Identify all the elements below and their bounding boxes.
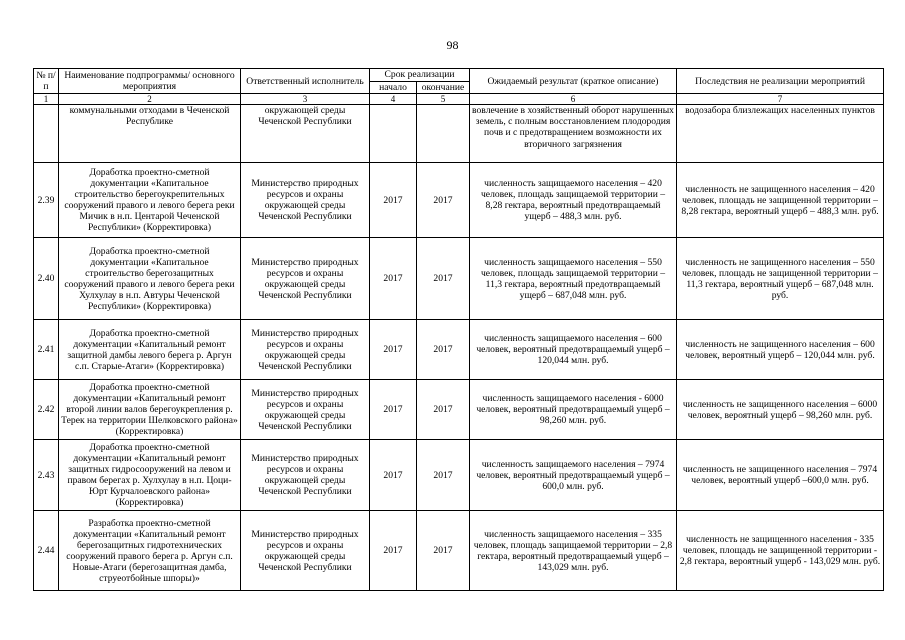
table-row	[34, 320, 884, 380]
table-row	[34, 440, 884, 511]
table-row	[34, 380, 884, 440]
header-result: Ожидаемый результат (краткое описание)	[470, 69, 677, 94]
row-executor: Министерство природных ресурсов и охраны окружающей среды Чеченской Республики	[241, 238, 370, 320]
row-start: 2017	[370, 440, 417, 511]
column-number: 7	[677, 94, 884, 105]
row-num: 2.41	[34, 320, 59, 380]
header-start: начало	[370, 81, 417, 94]
row-end: 2017	[417, 320, 470, 380]
table-row	[34, 511, 884, 591]
row-name: Доработка проектно-сметной документации «Капитальное строительство берегоукрепительных сооружений правого и левого берега реки Мичик в н.п. Центарой Чеченской Республики» (Корректировка)	[59, 163, 241, 238]
row-num	[34, 105, 59, 163]
row-end: 2017	[417, 238, 470, 320]
header-name: Наименование подпрограммы/ основного мероприятия	[59, 69, 241, 94]
row-start	[370, 105, 417, 163]
column-number: 6	[470, 94, 677, 105]
column-number-row	[34, 94, 884, 105]
row-result: численность защищаемого населения – 600 человек, вероятный предотвращаемый ущерб – 120,044 млн. руб.	[470, 320, 677, 380]
row-num: 2.44	[34, 511, 59, 591]
table-row	[34, 163, 884, 238]
row-name: Доработка проектно-сметной документации «Капитальный ремонт защитной дамбы левого берега р. Аргун с.п. Старые-Атаги» (Корректировка)	[59, 320, 241, 380]
row-name: Доработка проектно-сметной документации «Капитальный ремонт второй линии валов берегоукрепления р. Терек на территории Шелковского района» (Корректировка)	[59, 380, 241, 440]
row-num: 2.39	[34, 163, 59, 238]
header-executor: Ответственный исполнитель	[241, 69, 370, 94]
row-result: численность защищаемого населения – 7974 человек, вероятный предотвращаемый ущерб –600,0 млн. руб.	[470, 440, 677, 511]
row-executor: окружающей среды Чеченской Республики	[241, 105, 370, 163]
row-end: 2017	[417, 163, 470, 238]
row-name: коммунальными отходами в Чеченской Республике	[59, 105, 241, 163]
row-executor: Министерство природных ресурсов и охраны окружающей среды Чеченской Республики	[241, 163, 370, 238]
row-consequence: численность не защищенного населения - 335 человек, площадь не защищенной территории - 2,8 гектара, вероятный ущерб - 143,029 млн. руб.	[677, 511, 884, 591]
row-executor: Министерство природных ресурсов и охраны окружающей среды Чеченской Республики	[241, 320, 370, 380]
header-consequence: Последствия не реализации мероприятий	[677, 69, 884, 94]
row-start: 2017	[370, 320, 417, 380]
row-start: 2017	[370, 163, 417, 238]
row-result: численность защищаемого населения – 335 человек, площадь защищаемой территории – 2,8 гектара, вероятный предотвращаемый ущерб – 143,029 млн. руб.	[470, 511, 677, 591]
row-start: 2017	[370, 511, 417, 591]
row-name: Доработка проектно-сметной документации «Капитальный ремонт защитных гидросооружений на левом и правом берегах р. Хулхулау в н.п. Цоци-Юрт Курчалоевского района» (Корректировка)	[59, 440, 241, 511]
column-number: 3	[241, 94, 370, 105]
row-executor: Министерство природных ресурсов и охраны окружающей среды Чеченской Республики	[241, 440, 370, 511]
column-number: 4	[370, 94, 417, 105]
row-consequence: численность не защищенного населения – 420 человек, площадь не защищенной территории – 8,28 гектара, вероятный ущерб – 488,3 млн. руб.	[677, 163, 884, 238]
row-end: 2017	[417, 380, 470, 440]
column-number: 1	[34, 94, 59, 105]
row-start: 2017	[370, 238, 417, 320]
row-name: Разработка проектно-сметной документации «Капитальный ремонт берегозащитных гидротехнических сооружений правого берега р. Аргун с.п. Новые-Атаги (берегозащитная дамба, струеотбойные шпоры)»	[59, 511, 241, 591]
header-num: № п/п	[34, 69, 59, 94]
header-period: Срок реализации	[370, 69, 470, 82]
row-result: вовлечение в хозяйственный оборот нарушенных земель, с полным восстановлением плодородия почв и с предотвращением возможности их вторичного загрязнения	[470, 105, 677, 163]
header-end: окончание	[417, 81, 470, 94]
row-consequence: водозабора близлежащих населенных пунктов	[677, 105, 884, 163]
row-consequence: численность не защищенного населения – 7974 человек, вероятный ущерб –600,0 млн. руб.	[677, 440, 884, 511]
row-executor: Министерство природных ресурсов и охраны окружающей среды Чеченской Республики	[241, 380, 370, 440]
row-result: численность защищаемого населения – 550 человек, площадь защищаемой территории – 11,3 гектара, вероятный предотвращаемый ущерб – 687,048 млн. руб.	[470, 238, 677, 320]
column-number: 2	[59, 94, 241, 105]
row-start: 2017	[370, 380, 417, 440]
row-executor: Министерство природных ресурсов и охраны окружающей среды Чеченской Республики	[241, 511, 370, 591]
row-num: 2.43	[34, 440, 59, 511]
row-end: 2017	[417, 440, 470, 511]
row-result: численность защищаемого населения - 6000 человек, вероятный предотвращаемый ущерб – 98,260 млн. руб.	[470, 380, 677, 440]
row-consequence: численность не защищенного населения – 600 человек, вероятный ущерб – 120,044 млн. руб.	[677, 320, 884, 380]
measures-table	[33, 68, 884, 591]
row-end	[417, 105, 470, 163]
row-num: 2.40	[34, 238, 59, 320]
row-consequence: численность не защищенного населения – 6000 человек, вероятный ущерб – 98,260 млн. руб.	[677, 380, 884, 440]
table-row	[34, 238, 884, 320]
header-row	[34, 69, 884, 82]
row-name: Доработка проектно-сметной документации «Капитальное строительство берегозащитных сооружений правого и левого берега реки Хулхулау в н.п. Автуры Чеченской Республики» (Корректировка)	[59, 238, 241, 320]
table-row	[34, 105, 884, 163]
page-number: 98	[446, 38, 459, 52]
column-number: 5	[417, 94, 470, 105]
row-num: 2.42	[34, 380, 59, 440]
row-end: 2017	[417, 511, 470, 591]
row-result: численность защищаемого населения – 420 человек, площадь защищаемой территории – 8,28 гектара, вероятный предотвращаемый ущерб – 488,3 млн. руб.	[470, 163, 677, 238]
row-consequence: численность не защищенного населения – 550 человек, площадь не защищенной территории – 11,3 гектара, вероятный ущерб – 687,048 млн. руб.	[677, 238, 884, 320]
